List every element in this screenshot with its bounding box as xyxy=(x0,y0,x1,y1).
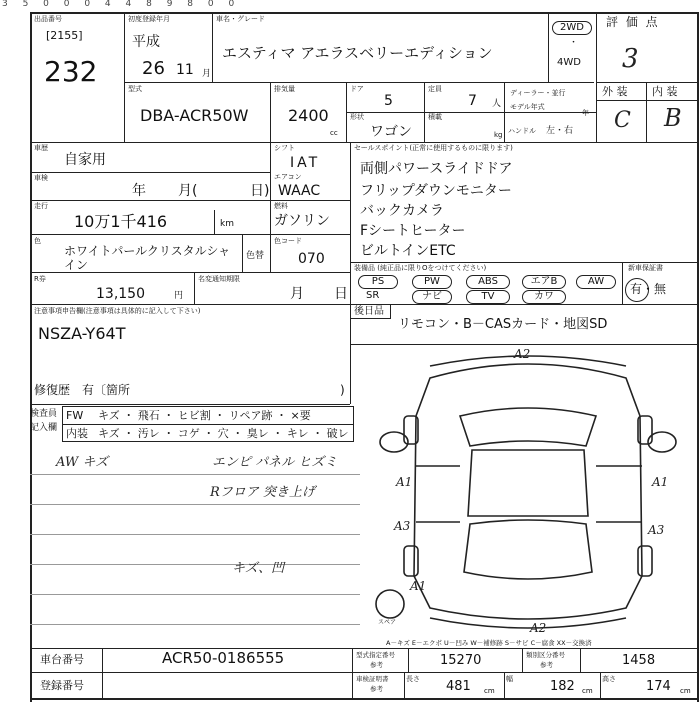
sales-item-2: フリップダウンモニター xyxy=(360,183,512,199)
mileage-value: 10万1千416 xyxy=(74,212,168,231)
color-code-label: 色コード xyxy=(274,237,302,245)
recycle-unit: 円 xyxy=(174,291,184,301)
lot-number: 232 xyxy=(44,55,98,88)
notice-day: 日 xyxy=(334,286,348,302)
loading-label: 積載 xyxy=(428,113,442,121)
mileage-unit: km xyxy=(220,219,234,229)
equip-navi: ナビ xyxy=(412,290,452,304)
handle-value: 左・右 xyxy=(546,126,574,136)
spare-label: スペア xyxy=(378,619,397,626)
shape-value: ワゴン xyxy=(370,124,412,140)
fuel-value: ガソリン xyxy=(274,213,330,229)
vline-typeno2 xyxy=(408,648,409,672)
length-value: 481 xyxy=(446,679,471,694)
reg-era: 平成 xyxy=(132,34,160,50)
equip-leather: カワ xyxy=(522,290,566,304)
lot-label: 出品番号 xyxy=(34,15,62,23)
drive-dot: ・ xyxy=(569,38,579,48)
vline-classno xyxy=(522,648,523,672)
height-unit: cm xyxy=(680,687,691,695)
name-label: 車名・グレード xyxy=(216,15,265,23)
reg-month: 11 xyxy=(176,62,194,78)
class-no-sub: 参考 xyxy=(540,661,553,669)
equip-aw: AW xyxy=(576,275,616,289)
repair-value: 有〔箇所 xyxy=(82,383,131,397)
cap-unit: 人 xyxy=(492,99,502,109)
model-label: 型式 xyxy=(128,85,142,93)
diagram-mark-rear-a1: A1 xyxy=(410,579,427,593)
repair-label: 修復歴 xyxy=(34,383,71,397)
disp-unit: cc xyxy=(330,129,338,137)
vline-classno2 xyxy=(580,648,581,672)
notice-month: 月 xyxy=(290,286,304,302)
equip-label: 装備品 (純正品に限りOをつけてください) xyxy=(354,264,487,272)
diagram-mark-right-a3: A3 xyxy=(648,523,665,537)
after-label: 後日品 xyxy=(354,306,384,317)
lot-code: [2155] xyxy=(46,29,83,42)
equip-pw: PW xyxy=(412,275,452,289)
handle-label: ハンドル xyxy=(508,127,536,135)
vline-dim2 xyxy=(504,672,505,700)
vline-dim3 xyxy=(600,672,601,700)
type-no-value: 15270 xyxy=(440,653,482,668)
note-line-3 xyxy=(30,534,360,535)
class-no-value: 1458 xyxy=(622,653,656,668)
model-value: DBA-ACR50W xyxy=(140,106,249,125)
mileage-label: 走行 xyxy=(34,202,48,210)
vline-typeno xyxy=(352,648,353,700)
type-no-label: 型式指定番号 xyxy=(356,651,395,659)
color-label: 色 xyxy=(34,237,41,245)
inspector-row2: キズ ・ 汚レ ・ コゲ ・ 穴 ・ 臭レ ・ キレ ・ 破レ xyxy=(98,427,349,440)
insp-month: 月( xyxy=(178,183,198,199)
reg-label: 初度登録年月 xyxy=(128,15,170,23)
hline-grade xyxy=(596,82,698,83)
cap-label: 定員 xyxy=(428,85,442,93)
color-code-value: 070 xyxy=(298,251,325,267)
shape-label: 形状 xyxy=(350,113,364,121)
notice-label: 名変通知期限 xyxy=(198,275,240,283)
inspector-row2-head: 内装 xyxy=(66,427,88,440)
hline-insp xyxy=(30,200,350,201)
vline-chassis xyxy=(102,648,103,700)
after-value: リモコン・B－CASカード・地図SD xyxy=(398,317,608,332)
hline-grade2 xyxy=(596,100,698,101)
hw-note-2: Rフロア 突き上げ xyxy=(210,485,315,500)
grid-left xyxy=(30,12,32,702)
sales-item-1: 両側パワースライドドア xyxy=(360,161,513,177)
type-no-sub: 参考 xyxy=(370,661,383,669)
width-unit: cm xyxy=(582,687,593,695)
reg-month-unit: 月 xyxy=(202,69,212,79)
width-label: 幅 xyxy=(506,675,513,683)
hline-shape xyxy=(346,112,596,113)
vline-drive xyxy=(548,12,549,83)
note-line-6 xyxy=(30,624,360,625)
note-line-2 xyxy=(30,504,360,505)
hline-bottom-1 xyxy=(30,648,698,649)
vline-disp xyxy=(270,82,271,143)
hline-usage xyxy=(30,172,270,173)
interior-label: 内 装 xyxy=(652,85,678,98)
notes-value: NSZA-Y64T xyxy=(38,324,126,343)
dims-label: 車検証明書 xyxy=(356,675,389,683)
diagram-mark-left-a3: A3 xyxy=(394,519,411,533)
disp-value: 2400 xyxy=(288,106,329,125)
sales-item-5: ビルトインETC xyxy=(360,243,456,259)
reg-no-label: 登録番号 xyxy=(40,679,84,692)
drive-4wd: 4WD xyxy=(557,57,581,68)
vline-grade xyxy=(596,12,597,143)
grade-value: 3 xyxy=(622,44,639,74)
usage-value: 自家用 xyxy=(64,152,106,168)
vline-reg xyxy=(212,12,213,83)
warranty-label: 新車保証書 xyxy=(628,264,663,272)
color-value: ホワイトパールクリスタルシャイン xyxy=(64,244,231,273)
chassis-label: 車台番号 xyxy=(40,653,84,666)
grade-label: 評 価 点 xyxy=(606,15,660,29)
equip-airbag: エアB xyxy=(522,275,566,289)
color-change-label: 色替 xyxy=(246,251,265,261)
inspector-mid xyxy=(62,424,354,425)
class-no-label: 類別区分番号 xyxy=(526,651,565,659)
interior-value: B xyxy=(664,104,682,132)
grid-right xyxy=(697,12,699,702)
hline-notes xyxy=(30,404,350,405)
exterior-value: C xyxy=(614,108,631,133)
diagram-mark-right-a1: A1 xyxy=(652,475,669,489)
hline-after xyxy=(350,344,698,345)
vline-dim1 xyxy=(404,672,405,700)
model-year-unit: 年 xyxy=(582,109,589,117)
inspector-row1-head: FW xyxy=(66,409,84,422)
width-value: 182 xyxy=(550,679,575,694)
drive-2wd: 2WD xyxy=(552,21,592,35)
inspector-row1: キズ ・ 飛石 ・ ヒビ割 ・ リペア跡 ・ ×要 xyxy=(98,409,311,422)
length-unit: cm xyxy=(484,687,495,695)
chassis-value: ACR50-0186555 xyxy=(162,649,285,667)
vline-lot xyxy=(124,12,125,143)
inspector-label1: 検査員 xyxy=(30,409,58,419)
reg-year: 26 xyxy=(142,58,165,79)
sales-item-3: バックカメラ xyxy=(360,203,444,219)
vline-sales xyxy=(350,142,351,404)
damage-legend: A－キズ E－エクボ U－凹み W－補修跡 S－サビ C－腐食 XX－交換済 xyxy=(386,639,592,647)
vline-notice xyxy=(194,272,195,304)
shift-value: IAT xyxy=(290,155,321,171)
car-name: エスティマ アエラスベリーエディション xyxy=(222,44,493,62)
hw-note-1a: AW キズ xyxy=(56,455,109,470)
height-value: 174 xyxy=(646,679,671,694)
inspector-label2: 記入欄 xyxy=(30,423,58,433)
insp-day: 日) xyxy=(250,183,270,199)
after-underline xyxy=(350,318,390,319)
top-serial: 3 5 0 0 0 4 4 8 9 8 0 0 xyxy=(2,0,241,9)
doors-value: 5 xyxy=(384,93,393,109)
loading-unit: kg xyxy=(494,131,503,139)
warranty-value: 有・無 xyxy=(630,282,667,296)
insp-year: 年 xyxy=(132,183,146,199)
ac-label: エアコン xyxy=(274,173,302,181)
equip-tv: TV xyxy=(466,290,510,304)
note-line-4 xyxy=(30,564,360,565)
dealer-label: ディーラー・並行 xyxy=(510,89,566,97)
hline-r2 xyxy=(30,142,698,143)
recycle-value: 13,150 xyxy=(96,286,145,302)
height-label: 高さ xyxy=(602,675,616,683)
vline-extint xyxy=(646,82,647,143)
exterior-label: 外 装 xyxy=(602,85,628,98)
disp-label: 排気量 xyxy=(274,85,295,93)
hw-note-3: キズ、凹 xyxy=(232,561,285,576)
hline-bottom-2 xyxy=(30,672,698,673)
hline-mileage xyxy=(30,234,350,235)
cap-value: 7 xyxy=(468,93,477,109)
note-line-1 xyxy=(30,474,360,475)
shift-label: シフト xyxy=(274,144,295,152)
repair-close: ) xyxy=(340,383,345,397)
recycle-label: R券 xyxy=(34,275,46,283)
hline-equip xyxy=(350,262,698,263)
ac-value: WAAC xyxy=(278,183,321,199)
notes-label: 注意事項申告欄(注意事項は具体的に記入して下さい) xyxy=(34,307,201,315)
vline-km xyxy=(214,210,215,234)
length-label: 長さ xyxy=(406,675,420,683)
diagram-mark-rear-a2: A2 xyxy=(530,621,547,635)
sales-item-4: Fシートヒーター xyxy=(360,223,466,239)
equip-ps: PS xyxy=(358,275,398,289)
vline-colorchg xyxy=(242,234,243,272)
note-line-5 xyxy=(30,594,360,595)
hline-r1 xyxy=(124,82,594,83)
usage-label: 車歴 xyxy=(34,144,48,152)
vline-shift xyxy=(270,142,271,272)
grid-top xyxy=(30,12,698,14)
hw-note-1b: エンピ パネル ヒズミ xyxy=(212,455,338,470)
equip-abs: ABS xyxy=(466,275,510,289)
equip-sr: SR xyxy=(366,290,380,301)
dims-sub: 参考 xyxy=(370,685,383,693)
sales-label: セールスポイント(正常に使用するものに限ります) xyxy=(354,144,513,152)
fuel-label: 燃料 xyxy=(274,202,288,210)
vline-warranty xyxy=(622,262,623,304)
insp-label: 車検 xyxy=(34,174,48,182)
doors-label: ドア xyxy=(350,85,364,93)
after-sep xyxy=(390,305,391,319)
diagram-mark-front: A2 xyxy=(514,347,531,361)
model-year-label: モデル年式 xyxy=(510,103,545,111)
hline-recycle xyxy=(30,304,698,305)
diagram-mark-left-a1: A1 xyxy=(396,475,413,489)
